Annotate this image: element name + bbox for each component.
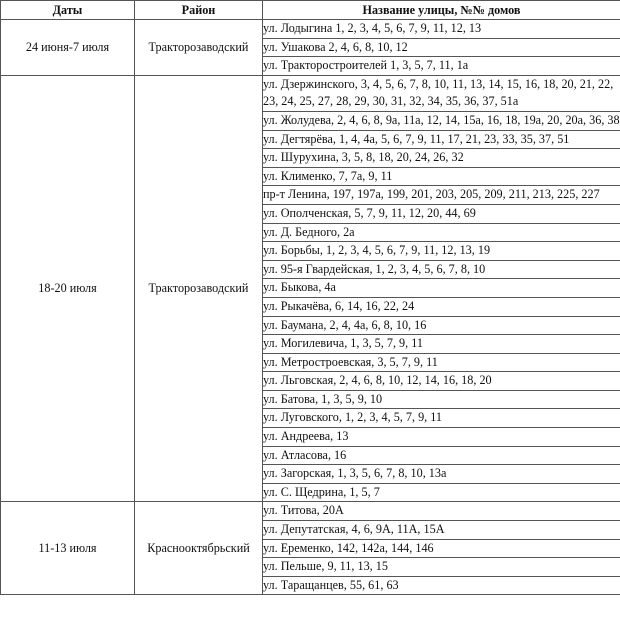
street-cell: ул. Дзержинского, 3, 4, 5, 6, 7, 8, 10, 11, 13, 14, 15, 16, 18, 20, 21, 22, 23, 24, 25, 27, 28, 29, 30, 31, 32, 34, 35, 36, 37, 51а [263, 75, 620, 111]
street-cell: ул. Жолудева, 2, 4, 6, 8, 9а, 11а, 12, 14, 15а, 16, 18, 19а, 20, 20а, 36, 38 [263, 111, 620, 130]
dates-cell: 11-13 июля [1, 502, 135, 595]
district-cell: Тракторозаводский [135, 20, 263, 76]
street-cell: ул. Клименко, 7, 7а, 9, 11 [263, 167, 620, 186]
header-dates: Даты [1, 1, 135, 20]
street-cell: ул. Лодыгина 1, 2, 3, 4, 5, 6, 7, 9, 11, 12, 13 [263, 20, 620, 39]
street-cell: ул. Титова, 20А [263, 502, 620, 521]
street-cell: ул. Атласова, 16 [263, 446, 620, 465]
table-row [1, 20, 620, 39]
street-cell: ул. С. Щедрина, 1, 5, 7 [263, 483, 620, 502]
street-cell: ул. Шурухина, 3, 5, 8, 18, 20, 24, 26, 32 [263, 149, 620, 168]
table-body [1, 20, 620, 595]
street-cell: ул. Луговского, 1, 2, 3, 4, 5, 7, 9, 11 [263, 409, 620, 428]
street-cell: ул. Рыкачёва, 6, 14, 16, 22, 24 [263, 297, 620, 316]
street-cell: ул. Баумана, 2, 4, 4а, 6, 8, 10, 16 [263, 316, 620, 335]
dates-cell: 18-20 июля [1, 75, 135, 502]
street-cell: ул. Д. Бедного, 2а [263, 223, 620, 242]
street-cell: ул. Тракторостроителей 1, 3, 5, 7, 11, 1а [263, 57, 620, 76]
street-cell: ул. Льговская, 2, 4, 6, 8, 10, 12, 14, 16, 18, 20 [263, 372, 620, 391]
street-cell: ул. Метростроевская, 3, 5, 7, 9, 11 [263, 353, 620, 372]
street-cell: ул. Быкова, 4а [263, 279, 620, 298]
street-cell: ул. Загорская, 1, 3, 5, 6, 7, 8, 10, 13а [263, 465, 620, 484]
street-cell: ул. Могилевича, 1, 3, 5, 7, 9, 11 [263, 335, 620, 354]
street-cell: ул. Ушакова 2, 4, 6, 8, 10, 12 [263, 38, 620, 57]
street-cell: ул. Пельше, 9, 11, 13, 15 [263, 558, 620, 577]
street-cell: ул. Таращанцев, 55, 61, 63 [263, 576, 620, 595]
header-row [1, 1, 620, 20]
street-cell: ул. Дегтярёва, 1, 4, 4а, 5, 6, 7, 9, 11, 17, 21, 23, 33, 35, 37, 51 [263, 130, 620, 149]
district-cell: Краснооктябрьский [135, 502, 263, 595]
table-header [1, 1, 620, 20]
street-cell: ул. 95-я Гвардейская, 1, 2, 3, 4, 5, 6, 7, 8, 10 [263, 260, 620, 279]
street-cell: ул. Ополченская, 5, 7, 9, 11, 12, 20, 44, 69 [263, 204, 620, 223]
table-row [1, 75, 620, 111]
street-cell: ул. Андреева, 13 [263, 428, 620, 447]
table-row [1, 502, 620, 521]
street-cell: ул. Еременко, 142, 142а, 144, 146 [263, 539, 620, 558]
street-cell: пр-т Ленина, 197, 197а, 199, 201, 203, 205, 209, 211, 213, 225, 227 [263, 186, 620, 205]
header-district: Район [135, 1, 263, 20]
district-cell: Тракторозаводский [135, 75, 263, 502]
header-streets: Название улицы, №№ домов [263, 1, 620, 20]
street-cell: ул. Депутатская, 4, 6, 9А, 11А, 15А [263, 521, 620, 540]
dates-cell: 24 июня-7 июля [1, 20, 135, 76]
street-cell: ул. Батова, 1, 3, 5, 9, 10 [263, 390, 620, 409]
street-cell: ул. Борьбы, 1, 2, 3, 4, 5, 6, 7, 9, 11, 12, 13, 19 [263, 242, 620, 261]
